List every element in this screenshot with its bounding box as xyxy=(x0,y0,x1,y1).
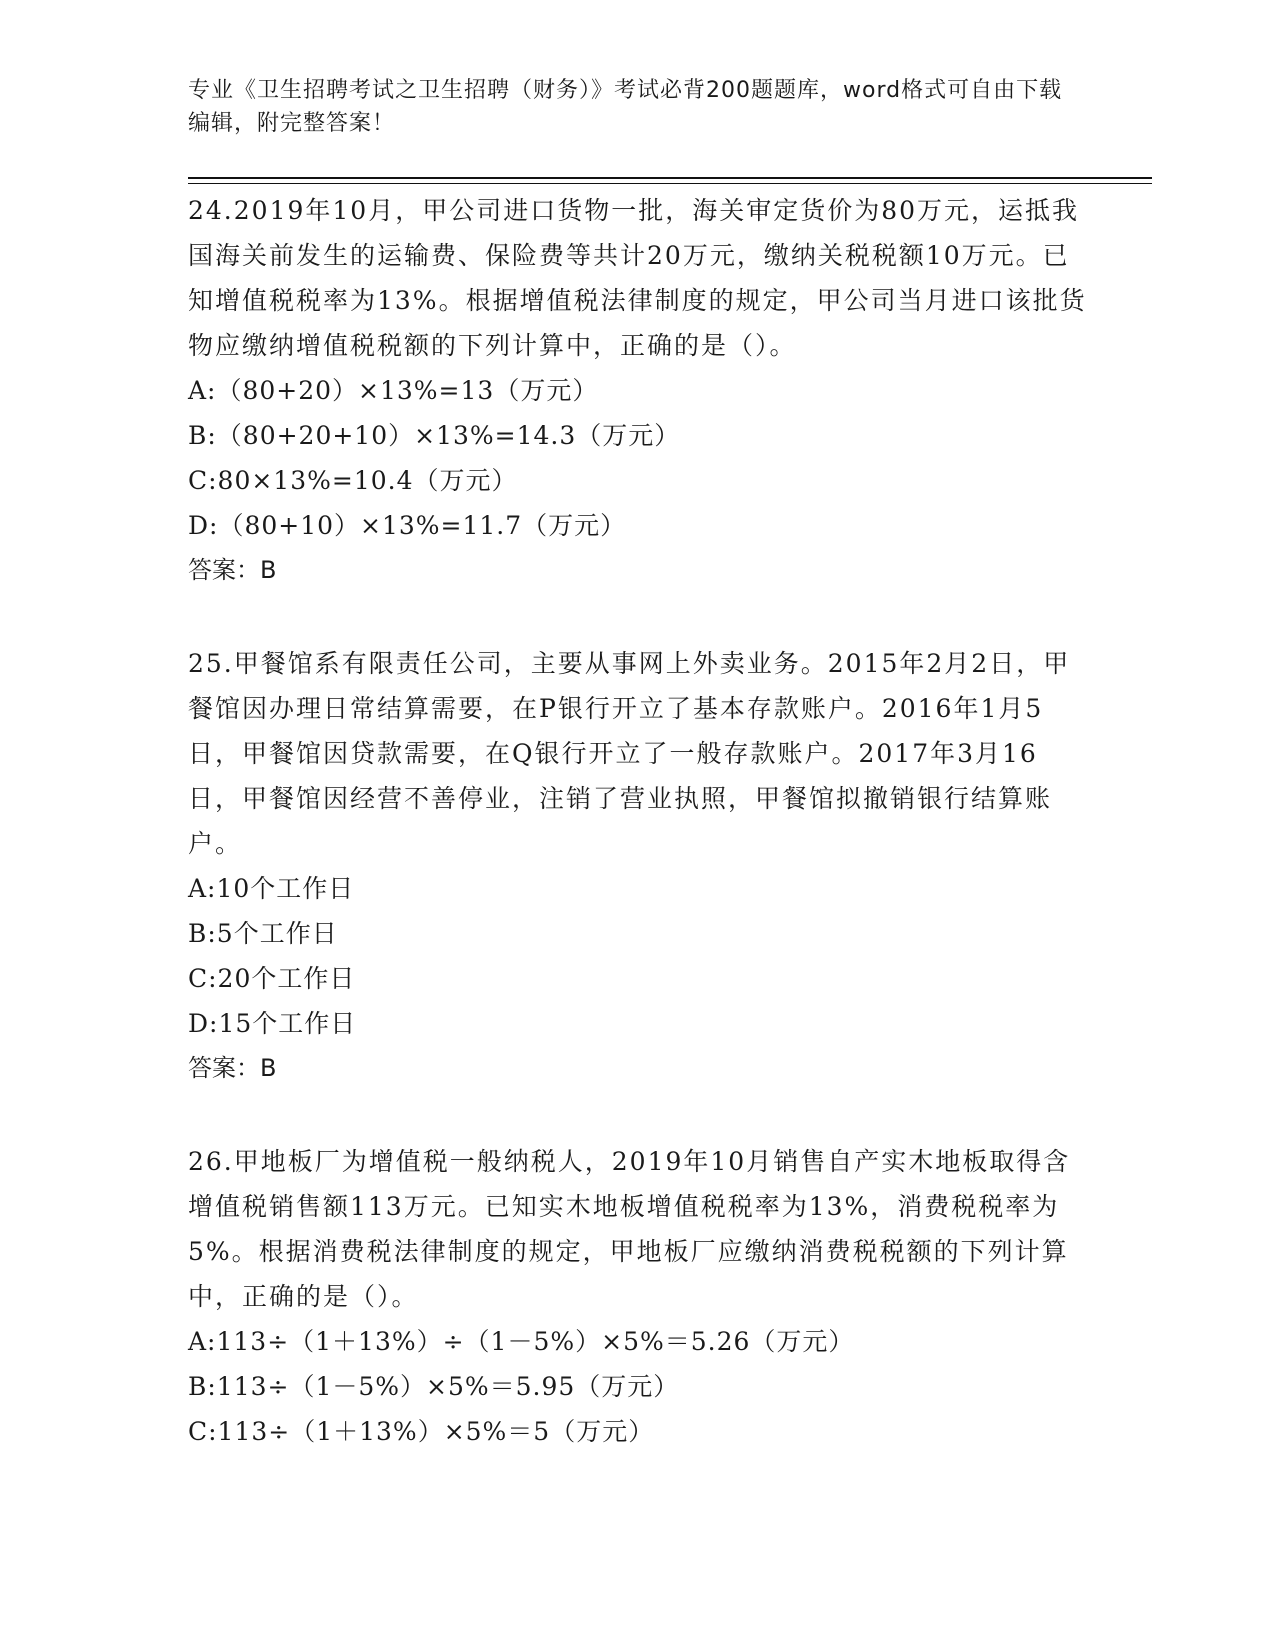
option-a: A:10个工作日 xyxy=(188,874,355,903)
option-a: A:113÷（1＋13%）÷（1－5%）×5%＝5.26（万元） xyxy=(188,1327,855,1356)
question-25 xyxy=(188,641,1088,1091)
option-c: C:80×13%=10.4（万元） xyxy=(188,466,518,495)
option-c: C:20个工作日 xyxy=(188,964,356,993)
question-text: 25.甲餐馆系有限责任公司，主要从事网上外卖业务。2015年2月2日，甲餐馆因办理日常结算需要，在P银行开立了基本存款账户。2016年1月5日，甲餐馆因贷款需要，在Q银行开立了一般存款账户。2017年3月16日，甲餐馆因经营不善停业，注销了营业执照，甲餐馆拟撤销银行结算账户。 xyxy=(188,649,1071,858)
header-rule-thick xyxy=(188,177,1152,179)
question-24 xyxy=(188,188,1088,593)
option-b: B:5个工作日 xyxy=(188,919,338,948)
option-c: C:113÷（1＋13%）×5%＝5（万元） xyxy=(188,1417,655,1446)
document-header: 专业《卫生招聘考试之卫生招聘（财务）》考试必背200题题库，word格式可自由下载编辑，附完整答案！ xyxy=(188,78,1063,136)
answer-text: 答案：B xyxy=(188,556,277,584)
question-text: 26.甲地板厂为增值税一般纳税人，2019年10月销售自产实木地板取得含增值税销售额113万元。已知实木地板增值税税率为13%，消费税税率为5%。根据消费税法律制度的规定，甲地板厂应缴纳消费税税额的下列计算中，正确的是（）。 xyxy=(188,1147,1071,1311)
option-b: B:（80+20+10）×13%=14.3（万元） xyxy=(188,421,681,450)
option-b: B:113÷（1－5%）×5%＝5.95（万元） xyxy=(188,1372,680,1401)
question-list xyxy=(188,188,1088,1502)
option-d: D:（80+10）×13%=11.7（万元） xyxy=(188,511,627,540)
answer-text: 答案：B xyxy=(188,1054,277,1082)
question-26 xyxy=(188,1139,1088,1454)
header-rule-thin xyxy=(188,183,1152,184)
option-a: A:（80+20）×13%=13（万元） xyxy=(188,376,599,405)
question-text: 24.2019年10月，甲公司进口货物一批，海关审定货价为80万元，运抵我国海关前发生的运输费、保险费等共计20万元，缴纳关税税额10万元。已知增值税税率为13%。根据增值税法律制度的规定，甲公司当月进口该批货物应缴纳增值税税额的下列计算中，正确的是（）。 xyxy=(188,196,1087,360)
option-d: D:15个工作日 xyxy=(188,1009,357,1038)
